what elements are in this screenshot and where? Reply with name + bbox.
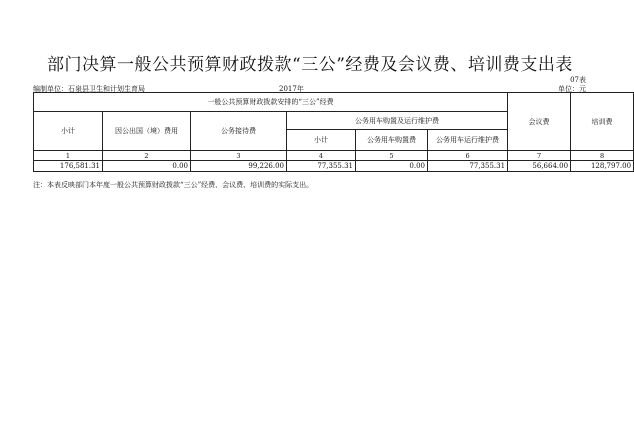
header-vehicle-purchase: 公务用车购置费 — [356, 130, 428, 151]
table-number: 07表 — [570, 76, 586, 84]
cell-vehicle-maintenance: 77,355.31 — [428, 161, 508, 172]
header-row-1 — [34, 93, 634, 112]
org-label: 编制单位：石泉县卫生和计划生育局 — [33, 85, 145, 93]
column-number: 5 — [356, 151, 428, 161]
header-meeting: 会议费 — [508, 93, 571, 151]
column-number: 7 — [508, 151, 571, 161]
cell-vehicle-purchase: 0.00 — [356, 161, 428, 172]
column-number: 8 — [571, 151, 634, 161]
column-number: 2 — [103, 151, 191, 161]
header-vehicle-maintenance: 公务用车运行维护费 — [428, 130, 508, 151]
expenditure-table — [33, 92, 634, 172]
header-training: 培训费 — [571, 93, 634, 151]
footnote: 注：本表反映部门本年度一般公共预算财政拨款“三公”经费、会议费、培训费的实际支出。 — [33, 181, 314, 189]
table-row — [34, 161, 634, 172]
column-number: 1 — [34, 151, 103, 161]
header-subtotal: 小计 — [34, 112, 103, 151]
cell-abroad: 0.00 — [103, 161, 191, 172]
header-reception: 公务接待费 — [191, 112, 287, 151]
column-number: 3 — [191, 151, 287, 161]
unit-label: 单位：元 — [558, 85, 586, 93]
header-vehicle-subtotal: 小计 — [287, 130, 356, 151]
cell-subtotal: 176,581.31 — [34, 161, 103, 172]
header-three-public-group: 一般公共预算财政拨款安排的“三公”经费 — [34, 93, 508, 112]
year-label: 2017年 — [279, 85, 304, 93]
cell-vehicle-subtotal: 77,355.31 — [287, 161, 356, 172]
cell-meeting: 56,664.00 — [508, 161, 571, 172]
column-number: 6 — [428, 151, 508, 161]
column-number-row — [34, 151, 634, 161]
page-title: 部门决算一般公共预算财政拨款“三公”经费及会议费、培训费支出表 — [47, 55, 573, 75]
header-abroad: 因公出国（境）费用 — [103, 112, 191, 151]
column-number: 4 — [287, 151, 356, 161]
cell-reception: 99,226.00 — [191, 161, 287, 172]
cell-training: 128,797.00 — [571, 161, 634, 172]
header-vehicle-group: 公务用车购置及运行维护费 — [287, 112, 508, 130]
